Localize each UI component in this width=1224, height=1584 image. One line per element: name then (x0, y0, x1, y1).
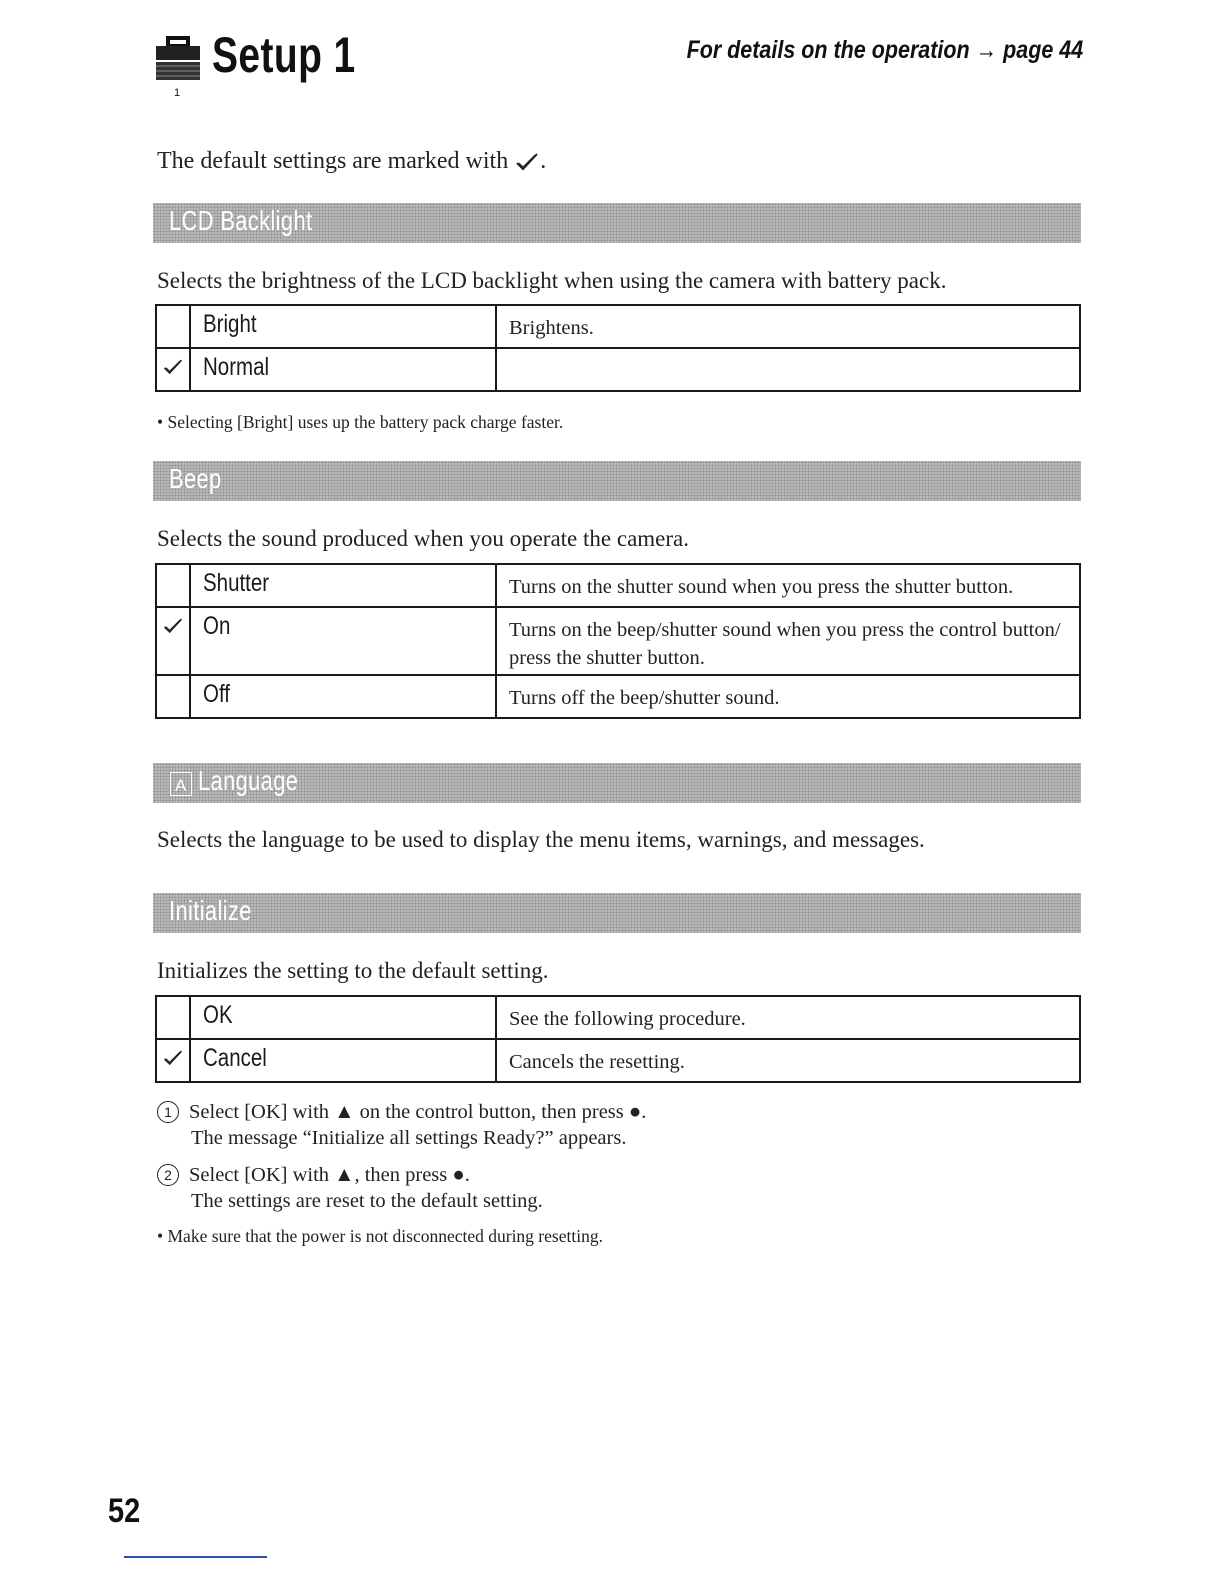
option-detail: Turns off the beep/shutter sound. (496, 675, 1080, 718)
intro-text-after: . (540, 148, 547, 174)
option-name: Cancel (203, 1044, 267, 1072)
page-title: Setup 1 (212, 27, 356, 83)
table-row (156, 305, 1080, 348)
option-name: On (203, 612, 231, 640)
section-bar-language (153, 763, 1081, 803)
option-name-cell (190, 564, 496, 607)
default-mark-cell (156, 607, 190, 675)
option-name-cell (190, 1039, 496, 1082)
language-icon (170, 772, 192, 796)
section-title-language: Language (198, 765, 299, 796)
page-reference: For details on the operation → page 44 (686, 36, 1083, 64)
default-mark-cell (156, 564, 190, 607)
default-check-icon (162, 357, 184, 377)
option-detail: Brightens. (496, 305, 1080, 348)
table-row (156, 996, 1080, 1039)
intro-text (157, 148, 546, 175)
table-row (156, 607, 1080, 675)
step-number: 1 (157, 1101, 179, 1123)
option-name: Off (203, 680, 230, 708)
language-icon-glyph (171, 773, 191, 795)
section-title-initialize: Initialize (169, 895, 252, 926)
table-row (156, 675, 1080, 718)
option-name: Shutter (203, 569, 270, 597)
beep-description: Selects the sound produced when you operate the camera. (157, 526, 689, 551)
option-name: Bright (203, 310, 257, 338)
option-name-cell (190, 675, 496, 718)
table-row (156, 348, 1080, 391)
default-mark-cell (156, 348, 190, 391)
option-detail: See the following procedure. (496, 996, 1080, 1039)
section-title-lcd-backlight: LCD Backlight (169, 205, 313, 236)
page-number: 52 (108, 1492, 141, 1530)
step-1 (157, 1099, 646, 1151)
step-2 (157, 1162, 543, 1214)
step-result: The message “Initialize all settings Ready?” appears. (191, 1127, 627, 1149)
language-icon-letter: A (175, 776, 187, 795)
lcd-backlight-description: Selects the brightness of the LCD backlight when using the camera with battery pack. (157, 268, 947, 293)
setup-toolbox-icon (152, 36, 204, 98)
lcd-backlight-table (155, 304, 1081, 392)
default-mark-cell (156, 1039, 190, 1082)
default-mark-cell (156, 675, 190, 718)
initialize-table (155, 995, 1081, 1083)
initialize-note: • Make sure that the power is not disconnected during resetting. (157, 1226, 603, 1246)
page-header (150, 26, 1085, 96)
section-title-beep: Beep (169, 463, 222, 494)
option-detail (496, 348, 1080, 391)
language-description: Selects the language to be used to display the menu items, warnings, and messages. (157, 827, 925, 852)
option-name: Normal (203, 353, 270, 381)
default-check-icon (162, 616, 184, 636)
section-bar-lcd-backlight (153, 203, 1081, 243)
intro-text-before: The default settings are marked with (157, 148, 509, 174)
lcd-backlight-note: • Selecting [Bright] uses up the battery pack charge faster. (157, 412, 564, 432)
option-name-cell (190, 607, 496, 675)
section-bar-initialize (153, 893, 1081, 933)
footer-rule (124, 1556, 267, 1558)
default-check-icon (514, 151, 540, 173)
step-number: 2 (157, 1164, 179, 1186)
option-detail: Cancels the resetting. (496, 1039, 1080, 1082)
table-row (156, 1039, 1080, 1082)
section-bar-beep (153, 461, 1081, 501)
default-mark-cell (156, 996, 190, 1039)
option-name: OK (203, 1001, 233, 1029)
step-text: Select [OK] with ▲ on the control button, then press ●. (189, 1101, 647, 1123)
option-detail: Turns on the shutter sound when you press the shutter button. (496, 564, 1080, 607)
default-check-icon (162, 1048, 184, 1068)
option-name-cell (190, 348, 496, 391)
option-detail: Turns on the beep/shutter sound when you press the control button/ press the shutter button. (496, 607, 1080, 675)
option-name-cell (190, 996, 496, 1039)
beep-table (155, 563, 1081, 719)
initialize-description: Initializes the setting to the default setting. (157, 958, 549, 983)
step-result: The settings are reset to the default setting. (191, 1190, 543, 1212)
icon-subscript: 1 (174, 87, 181, 98)
default-mark-cell (156, 305, 190, 348)
step-text: Select [OK] with ▲, then press ●. (189, 1164, 470, 1186)
table-row (156, 564, 1080, 607)
option-name-cell (190, 305, 496, 348)
